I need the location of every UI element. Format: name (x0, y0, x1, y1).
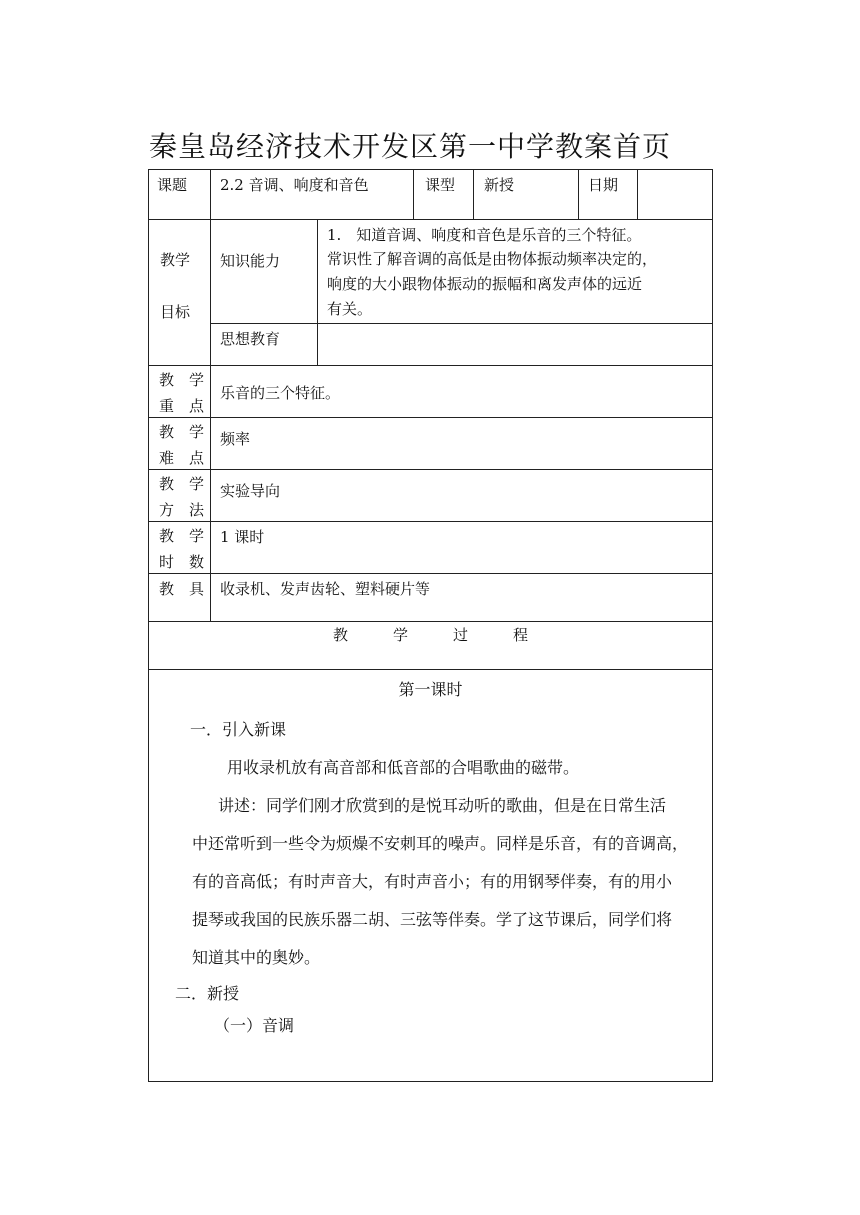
tools-label: 教 具 (159, 580, 205, 598)
knowledge-line-2: 常识性了解音调的高低是由物体振动频率决定的， (327, 250, 658, 268)
knowledge-line-4: 有关。 (327, 300, 373, 318)
hours-label-1: 教 学 (159, 527, 205, 545)
topic-value: 2.2 音调、响度和音色 (220, 176, 369, 194)
topic-label: 课题 (157, 176, 188, 194)
process-heading: 教 学 过 程 (332, 626, 528, 644)
objectives-label-2: 目标 (160, 303, 191, 321)
page-title: 秦皇岛经济技术开发区第一中学教案首页 (148, 130, 671, 163)
method-label-2: 方 法 (159, 501, 205, 519)
knowledge-line-1: 1. 知道音调、响度和音色是乐音的三个特征。 (327, 226, 642, 244)
type-value: 新授 (484, 176, 515, 194)
section1-line-2: 中还常听到一些令为烦燥不安刺耳的噪声。同样是乐音，有的音调高， (192, 834, 689, 853)
hours-label-2: 时 数 (159, 553, 205, 571)
date-label: 日期 (588, 176, 619, 194)
knowledge-label: 知识能力 (220, 252, 281, 270)
hours-value: 1 课时 (220, 528, 265, 546)
knowledge-line-3: 响度的大小跟物体振动的振幅和离发声体的远近 (327, 275, 643, 293)
lesson-title: 第一课时 (398, 680, 463, 699)
difficulty-label-2: 难 点 (159, 449, 205, 467)
section1-line-5: 知道其中的奥妙。 (192, 948, 321, 967)
difficulty-label-1: 教 学 (159, 423, 205, 441)
type-label: 课型 (425, 176, 456, 194)
section1-line-3: 有的音高低；有时声音大，有时声音小；有的用钢琴伴奏，有的用小 (192, 872, 673, 891)
tools-value: 收录机、发声齿轮、塑料硬片等 (220, 580, 431, 598)
keypoint-label-2: 重 点 (159, 397, 205, 415)
section1-intro: 用收录机放有高音部和低音部的合唱歌曲的磁带。 (227, 758, 580, 777)
section1-heading: 一．引入新课 (190, 720, 287, 739)
section2-sub: （一）音调 (214, 1016, 295, 1035)
objectives-label-1: 教学 (160, 251, 191, 269)
difficulty-value: 频率 (220, 430, 251, 448)
method-value: 实验导向 (220, 482, 281, 500)
keypoint-value: 乐音的三个特征。 (220, 384, 341, 402)
keypoint-label-1: 教 学 (159, 371, 205, 389)
section1-line-4: 提琴或我国的民族乐器二胡、三弦等伴奏。学了这节课后，同学们将 (192, 910, 673, 929)
moral-label: 思想教育 (220, 330, 281, 348)
section2-heading: 二．新授 (175, 984, 240, 1003)
section1-line-1: 讲述：同学们刚才欣赏到的是悦耳动听的歌曲，但是在日常生活 (218, 796, 667, 815)
method-label-1: 教 学 (159, 475, 205, 493)
